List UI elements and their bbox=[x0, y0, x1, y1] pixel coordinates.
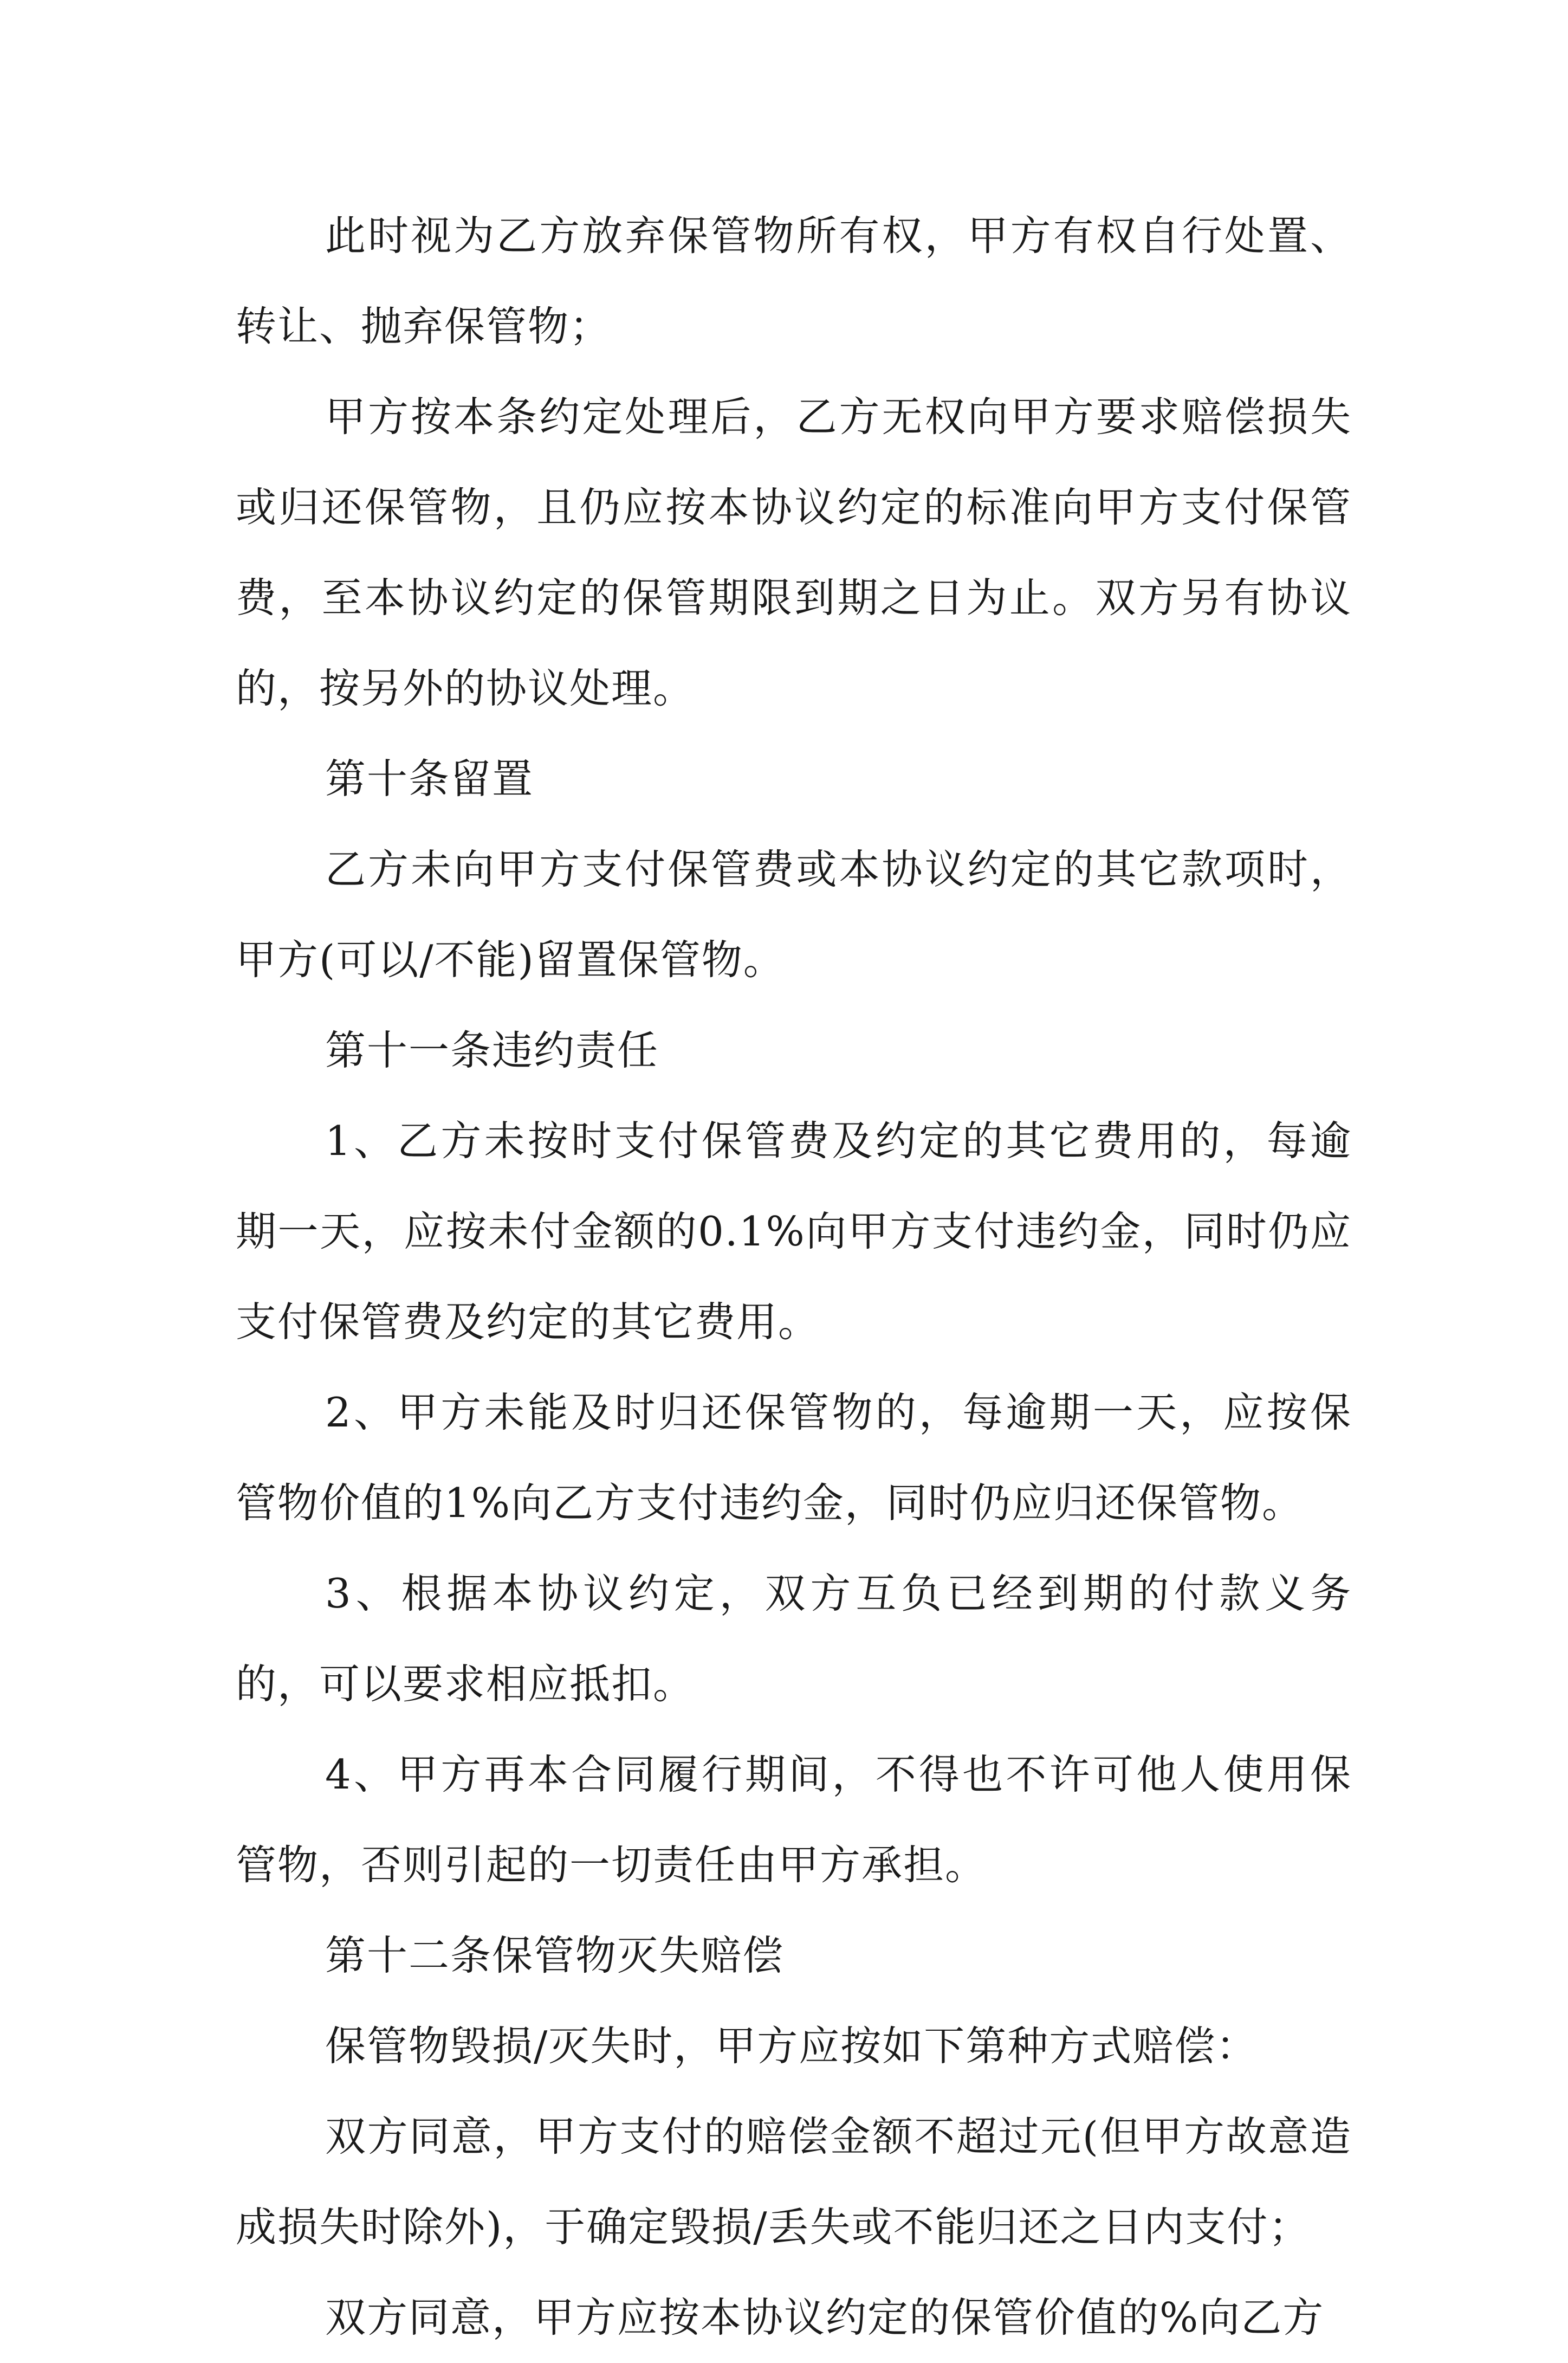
document-body bbox=[236, 191, 1352, 2363]
paragraph-breach-1: 1、乙方未按时支付保管费及约定的其它费用的，每逾期一天，应按未付金额的0.1%向甲方支付违约金，同时仍应支付保管费及约定的其它费用。 bbox=[236, 1117, 1352, 1346]
paragraph-loss-option-1: 双方同意，甲方支付的赔偿金额不超过元(但甲方故意造成损失时除外)，于确定毁损/丢失或不能归还之日内支付； bbox=[236, 2113, 1352, 2251]
paragraph-loss-method: 保管物毁损/灭失时，甲方应按如下第种方式赔偿： bbox=[325, 2022, 1258, 2070]
paragraph-lien: 乙方未向甲方支付保管费或本协议约定的其它款项时，甲方(可以/不能)留置保管物。 bbox=[236, 845, 1352, 984]
paragraph-breach-4: 4、甲方再本合同履行期间，不得也不许可他人使用保管物，否则引起的一切责任由甲方承担。 bbox=[236, 1751, 1352, 1889]
heading-article-12: 第十二条保管物灭失赔偿 bbox=[325, 1932, 785, 1979]
paragraph-abandon-ownership: 此时视为乙方放弃保管物所有权，甲方有权自行处置、转让、抛弃保管物； bbox=[236, 212, 1352, 350]
paragraph-breach-2: 2、甲方未能及时归还保管物的，每逾期一天，应按保管物价值的1%向乙方支付违约金，同时仍应归还保管物。 bbox=[236, 1389, 1352, 1527]
heading-article-10: 第十条留置 bbox=[325, 755, 534, 803]
paragraph-no-compensation: 甲方按本条约定处理后，乙方无权向甲方要求赔偿损失或归还保管物，且仍应按本协议约定的标准向甲方支付保管费，至本协议约定的保管期限到期之日为止。双方另有协议的，按另外的协议处理。 bbox=[236, 393, 1352, 712]
paragraph-breach-3: 3、根据本协议约定，双方互负已经到期的付款义务的，可以要求相应抵扣。 bbox=[236, 1570, 1352, 1708]
heading-article-11: 第十一条违约责任 bbox=[325, 1026, 659, 1074]
paragraph-loss-option-2: 双方同意，甲方应按本协议约定的保管价值的%向乙方 bbox=[325, 2294, 1325, 2341]
